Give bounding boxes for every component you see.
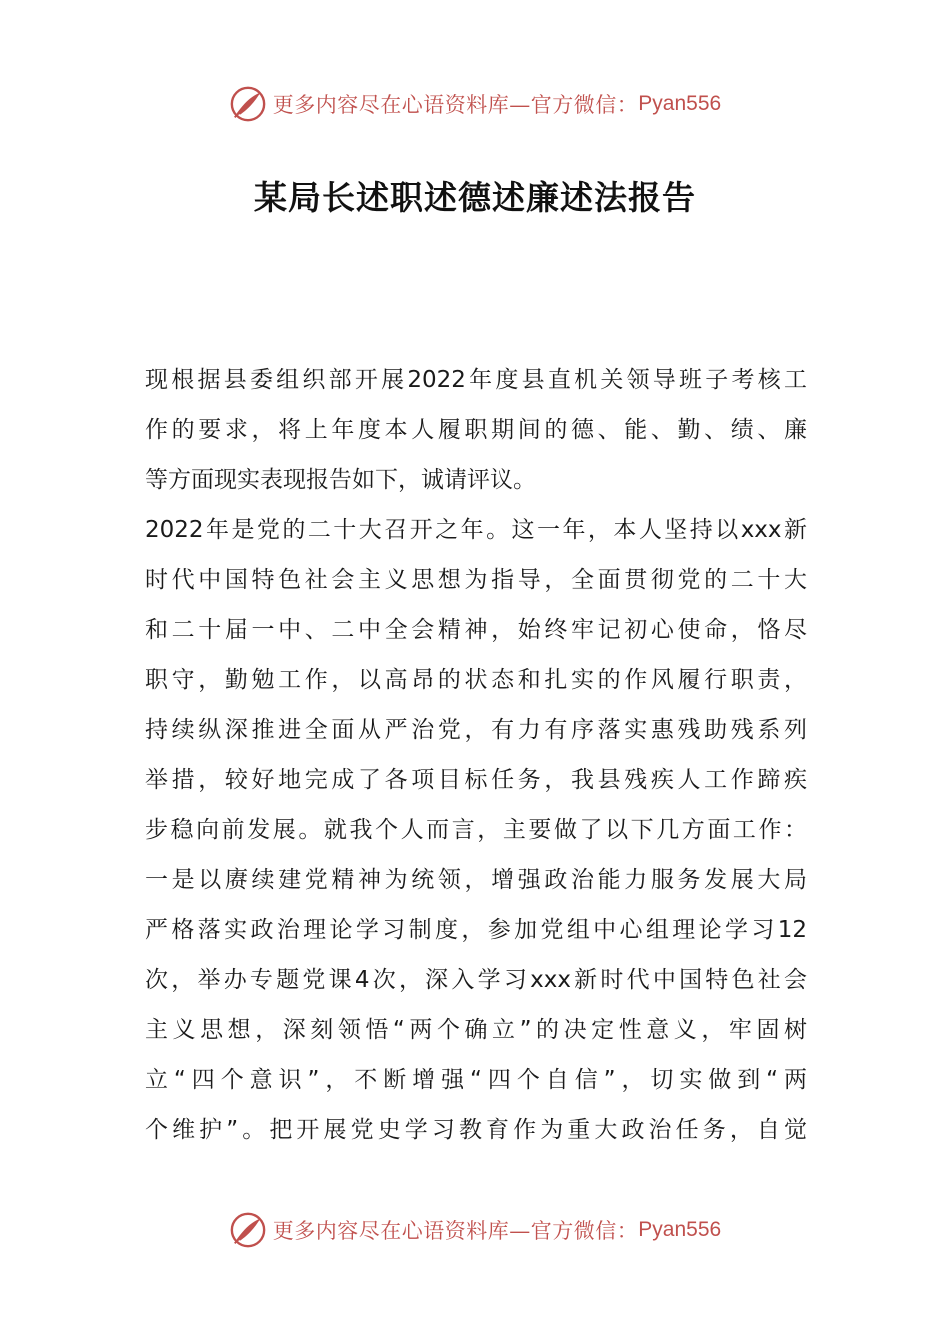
footer-watermark-banner (0, 1210, 950, 1250)
document-title: 某局长述职述德述廉述法报告 (254, 178, 696, 217)
body-line: 次，举办专题党课4次，深入学习xxx新时代中国特色社会 (145, 967, 807, 993)
body-line: 严格落实政治理论学习制度，参加党组中心组理论学习12 (145, 917, 807, 943)
body-line: 主义思想，深刻领悟“两个确立”的决定性意义，牢固树 (145, 1017, 807, 1043)
body-line: 2022年是党的二十大召开之年。这一年，本人坚持以xxx新 (145, 517, 807, 543)
body-line: 现根据县委组织部开展2022年度县直机关领导班子考核工 (145, 367, 807, 393)
body-line: 职守，勤勉工作，以高昂的状态和扎实的作风履行职责， (145, 667, 807, 693)
body-line: 等方面现实表现报告如下，诚请评议。 (145, 467, 536, 493)
banner-wechat-id: Pyan556 (638, 1218, 722, 1241)
document-body (145, 355, 807, 1155)
body-line: 作的要求，将上年度本人履职期间的德、能、勤、绩、廉 (145, 417, 807, 443)
banner-text: 更多内容尽在心语资料库—官方微信： (272, 93, 639, 117)
body-line: 个维护”。把开展党史学习教育作为重大政治任务，自觉 (145, 1117, 807, 1143)
banner-wechat-id: Pyan556 (638, 92, 722, 115)
body-line: 步稳向前发展。就我个人而言，主要做了以下几方面工作： (145, 817, 807, 843)
body-line: 一是以赓续建党精神为统领，增强政治能力服务发展大局 (145, 867, 807, 893)
body-line: 举措，较好地完成了各项目标任务，我县残疾人工作蹄疾 (145, 767, 807, 793)
body-line: 持续纵深推进全面从严治党，有力有序落实惠残助残系列 (145, 717, 807, 743)
quill-logo-icon (229, 1211, 267, 1249)
quill-logo-icon (229, 85, 267, 123)
header-watermark-banner (0, 84, 950, 124)
body-line: 立“四个意识”，不断增强“四个自信”，切实做到“两 (145, 1067, 807, 1093)
body-line: 时代中国特色社会主义思想为指导，全面贯彻党的二十大 (145, 567, 807, 593)
banner-text: 更多内容尽在心语资料库—官方微信： (272, 1219, 639, 1243)
body-line: 和二十届一中、二中全会精神，始终牢记初心使命，恪尽 (145, 617, 807, 643)
